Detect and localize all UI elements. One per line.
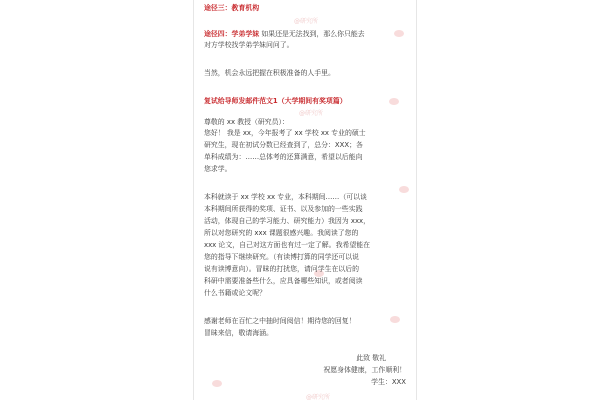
document-line: 说有读博意向）。冒昧的打扰您，请问学生在以后的 (204, 265, 360, 273)
document-line: 祝愿身体健康，工作顺利！ (323, 366, 406, 374)
watermark-text: @研究所 (299, 110, 324, 117)
document-line: 此致 敬礼 (356, 354, 386, 362)
document-line: 当然，机会永远把握在积极准备的人手里。 (204, 69, 335, 77)
document-line: 研究生，现在初试分数已经查到了，总分：XXX；各 (204, 141, 363, 149)
document-line: 对方学校找学弟学妹问问了。 (204, 41, 294, 49)
document-line: 什么书籍或论文呢？ (204, 289, 267, 297)
document-line: 本科期间所获得的奖项、证书、以及参加的一些实践 (204, 205, 363, 213)
flower-decoration (212, 380, 222, 387)
document-line: 复试给导师发邮件范文1（大学期间有奖项篇） (204, 97, 347, 105)
document-line: 单科成绩为：……总体考的还算满意，希望以后能向 (204, 153, 363, 161)
document-line: 尊敬的 xx 教授（研究员）： (204, 118, 289, 126)
document-line: 感谢老师在百忙之中抽时间阅信！期待您的回复！ (204, 317, 356, 325)
watermark-text: @研究所 (294, 18, 319, 25)
flower-decoration (390, 316, 400, 323)
document-line: 科研中需要准备些什么，应具备哪些知识，或者阅读 (204, 277, 363, 285)
flower-decoration (394, 30, 404, 37)
watermark-text: @研究所 (306, 394, 331, 400)
document-line: 所以对您研究的 xxx 课题很感兴趣。我阅读了您的 (204, 229, 359, 237)
heading-label: 途径四：学弟学妹 (204, 30, 260, 38)
document-line: 活动，体现自己的学习能力、研究能力）我因为 xxx， (204, 217, 371, 225)
document-line: 本科就读于 xx 学校 xx 专业，本科期间……（可以谈 (204, 193, 367, 201)
document-line: 您的指导下继续研究。（有读博打算的同学还可以说 (204, 253, 360, 261)
line-text: 如果还是无法找到，那么你只能去 (259, 30, 365, 38)
document-line: 您求学。 (204, 165, 232, 173)
document-line: 学生：XXX (371, 378, 406, 386)
flower-decoration (399, 186, 409, 193)
document-line: 冒昧来信，敬请海涵。 (204, 329, 273, 337)
document-line (204, 30, 365, 39)
document-page (193, 0, 417, 400)
document-line: xxx 论文，自己对这方面也有过一定了解。我希望能在 (204, 241, 371, 249)
document-line: 您好！ 我是 xx，今年报考了 xx 学校 xx 专业的硕士 (204, 129, 366, 137)
flower-decoration (389, 98, 399, 105)
document-line: 途径三：教育机构 (204, 4, 260, 12)
